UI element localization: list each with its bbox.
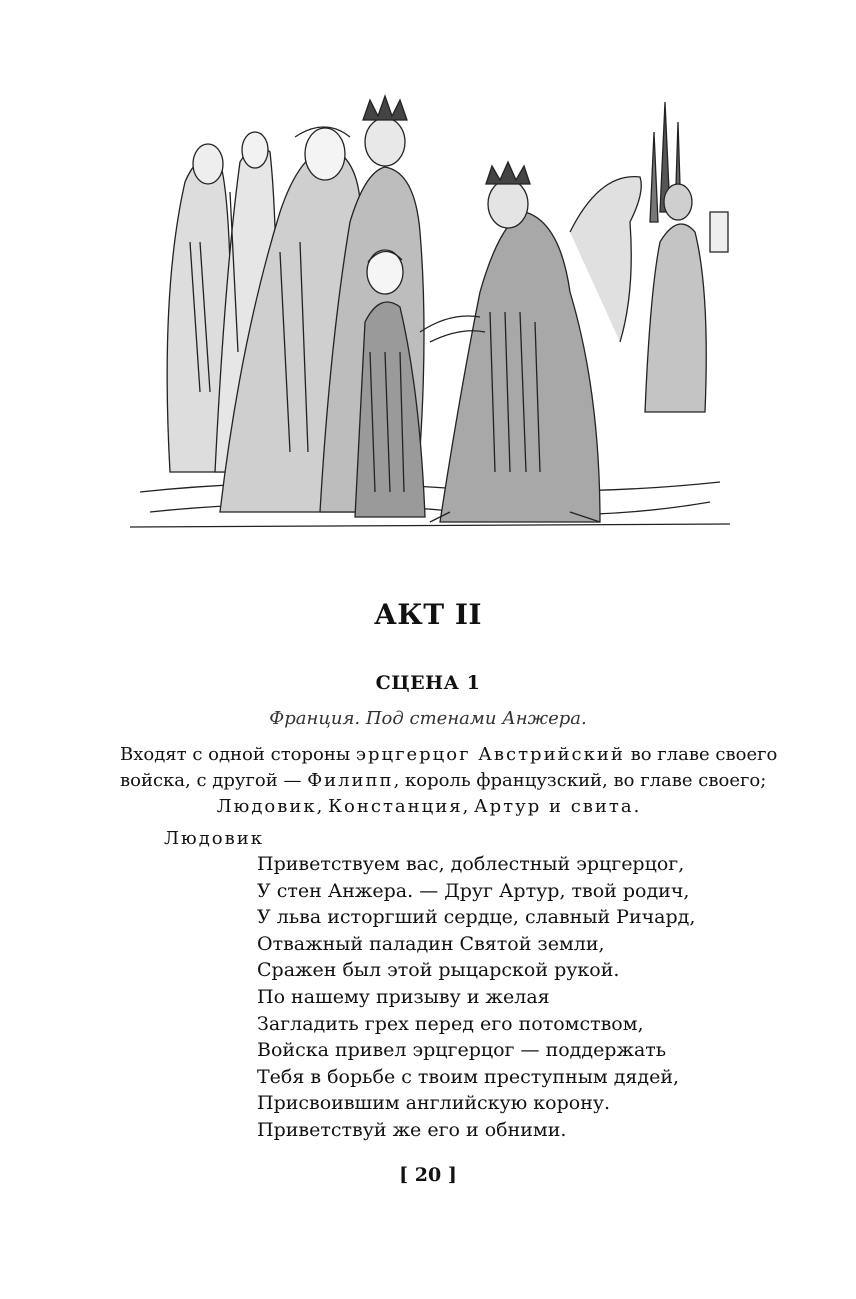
stage-text: . (633, 796, 640, 817)
stage-text: Входят с одной стороны (120, 744, 356, 765)
verse-line: Сражен был этой рыцарской рукой. (257, 959, 620, 982)
stage-text: , король французский, во главе своего; (393, 770, 767, 791)
speech-verse (257, 851, 695, 1144)
verse-line: Тебя в борьбе с твоим преступным дядей, (257, 1065, 680, 1088)
verse-line: Отважный паладин Святой земли, (257, 932, 605, 955)
stage-direction-line (120, 794, 736, 820)
stage-text: , (462, 796, 475, 817)
verse-line: По нашему призыву и желая (257, 985, 550, 1008)
engraving-illustration-icon (130, 92, 730, 532)
scene-title: СЦЕНА 1 (375, 672, 481, 694)
act-title: АКТ II (373, 598, 483, 631)
scene-location: Франция. Под стенами Анжера. (269, 708, 587, 729)
stage-text: во главе своего (624, 744, 778, 765)
verse-line: Войска привел эрцгерцог — поддержать (257, 1039, 667, 1062)
verse-line: У стен Анжера. — Друг Артур, твой родич, (257, 879, 690, 902)
page-number: [ 20 ] (399, 1164, 457, 1186)
stage-direction-line (120, 768, 767, 794)
verse-line: Присвоившим английскую корону. (257, 1092, 611, 1115)
verse-line: Приветствуем вас, доблестный эрцгерцог, (257, 853, 685, 875)
stage-direction-line (120, 742, 778, 768)
character-name: Констанция (328, 796, 463, 817)
character-name: Людовик (216, 796, 317, 817)
verse-line: Приветствуй же его и обними. (257, 1118, 567, 1141)
character-name: Филипп (307, 770, 394, 791)
verse-line: У льва исторгший сердце, славный Ричард, (257, 906, 696, 929)
engraving-illustration (130, 92, 730, 532)
character-name: свита (570, 796, 634, 817)
verse-line: Загладить грех перед его потомством, (257, 1012, 644, 1035)
stage-text: войска, с другой — (120, 770, 308, 791)
speaker-name: Людовик (164, 828, 264, 849)
character-name: Артур (474, 796, 542, 817)
stage-direction (120, 742, 778, 820)
stage-text: , (316, 796, 329, 817)
stage-text: и (541, 796, 571, 817)
character-name: эрцгерцог Австрийский (355, 744, 625, 765)
